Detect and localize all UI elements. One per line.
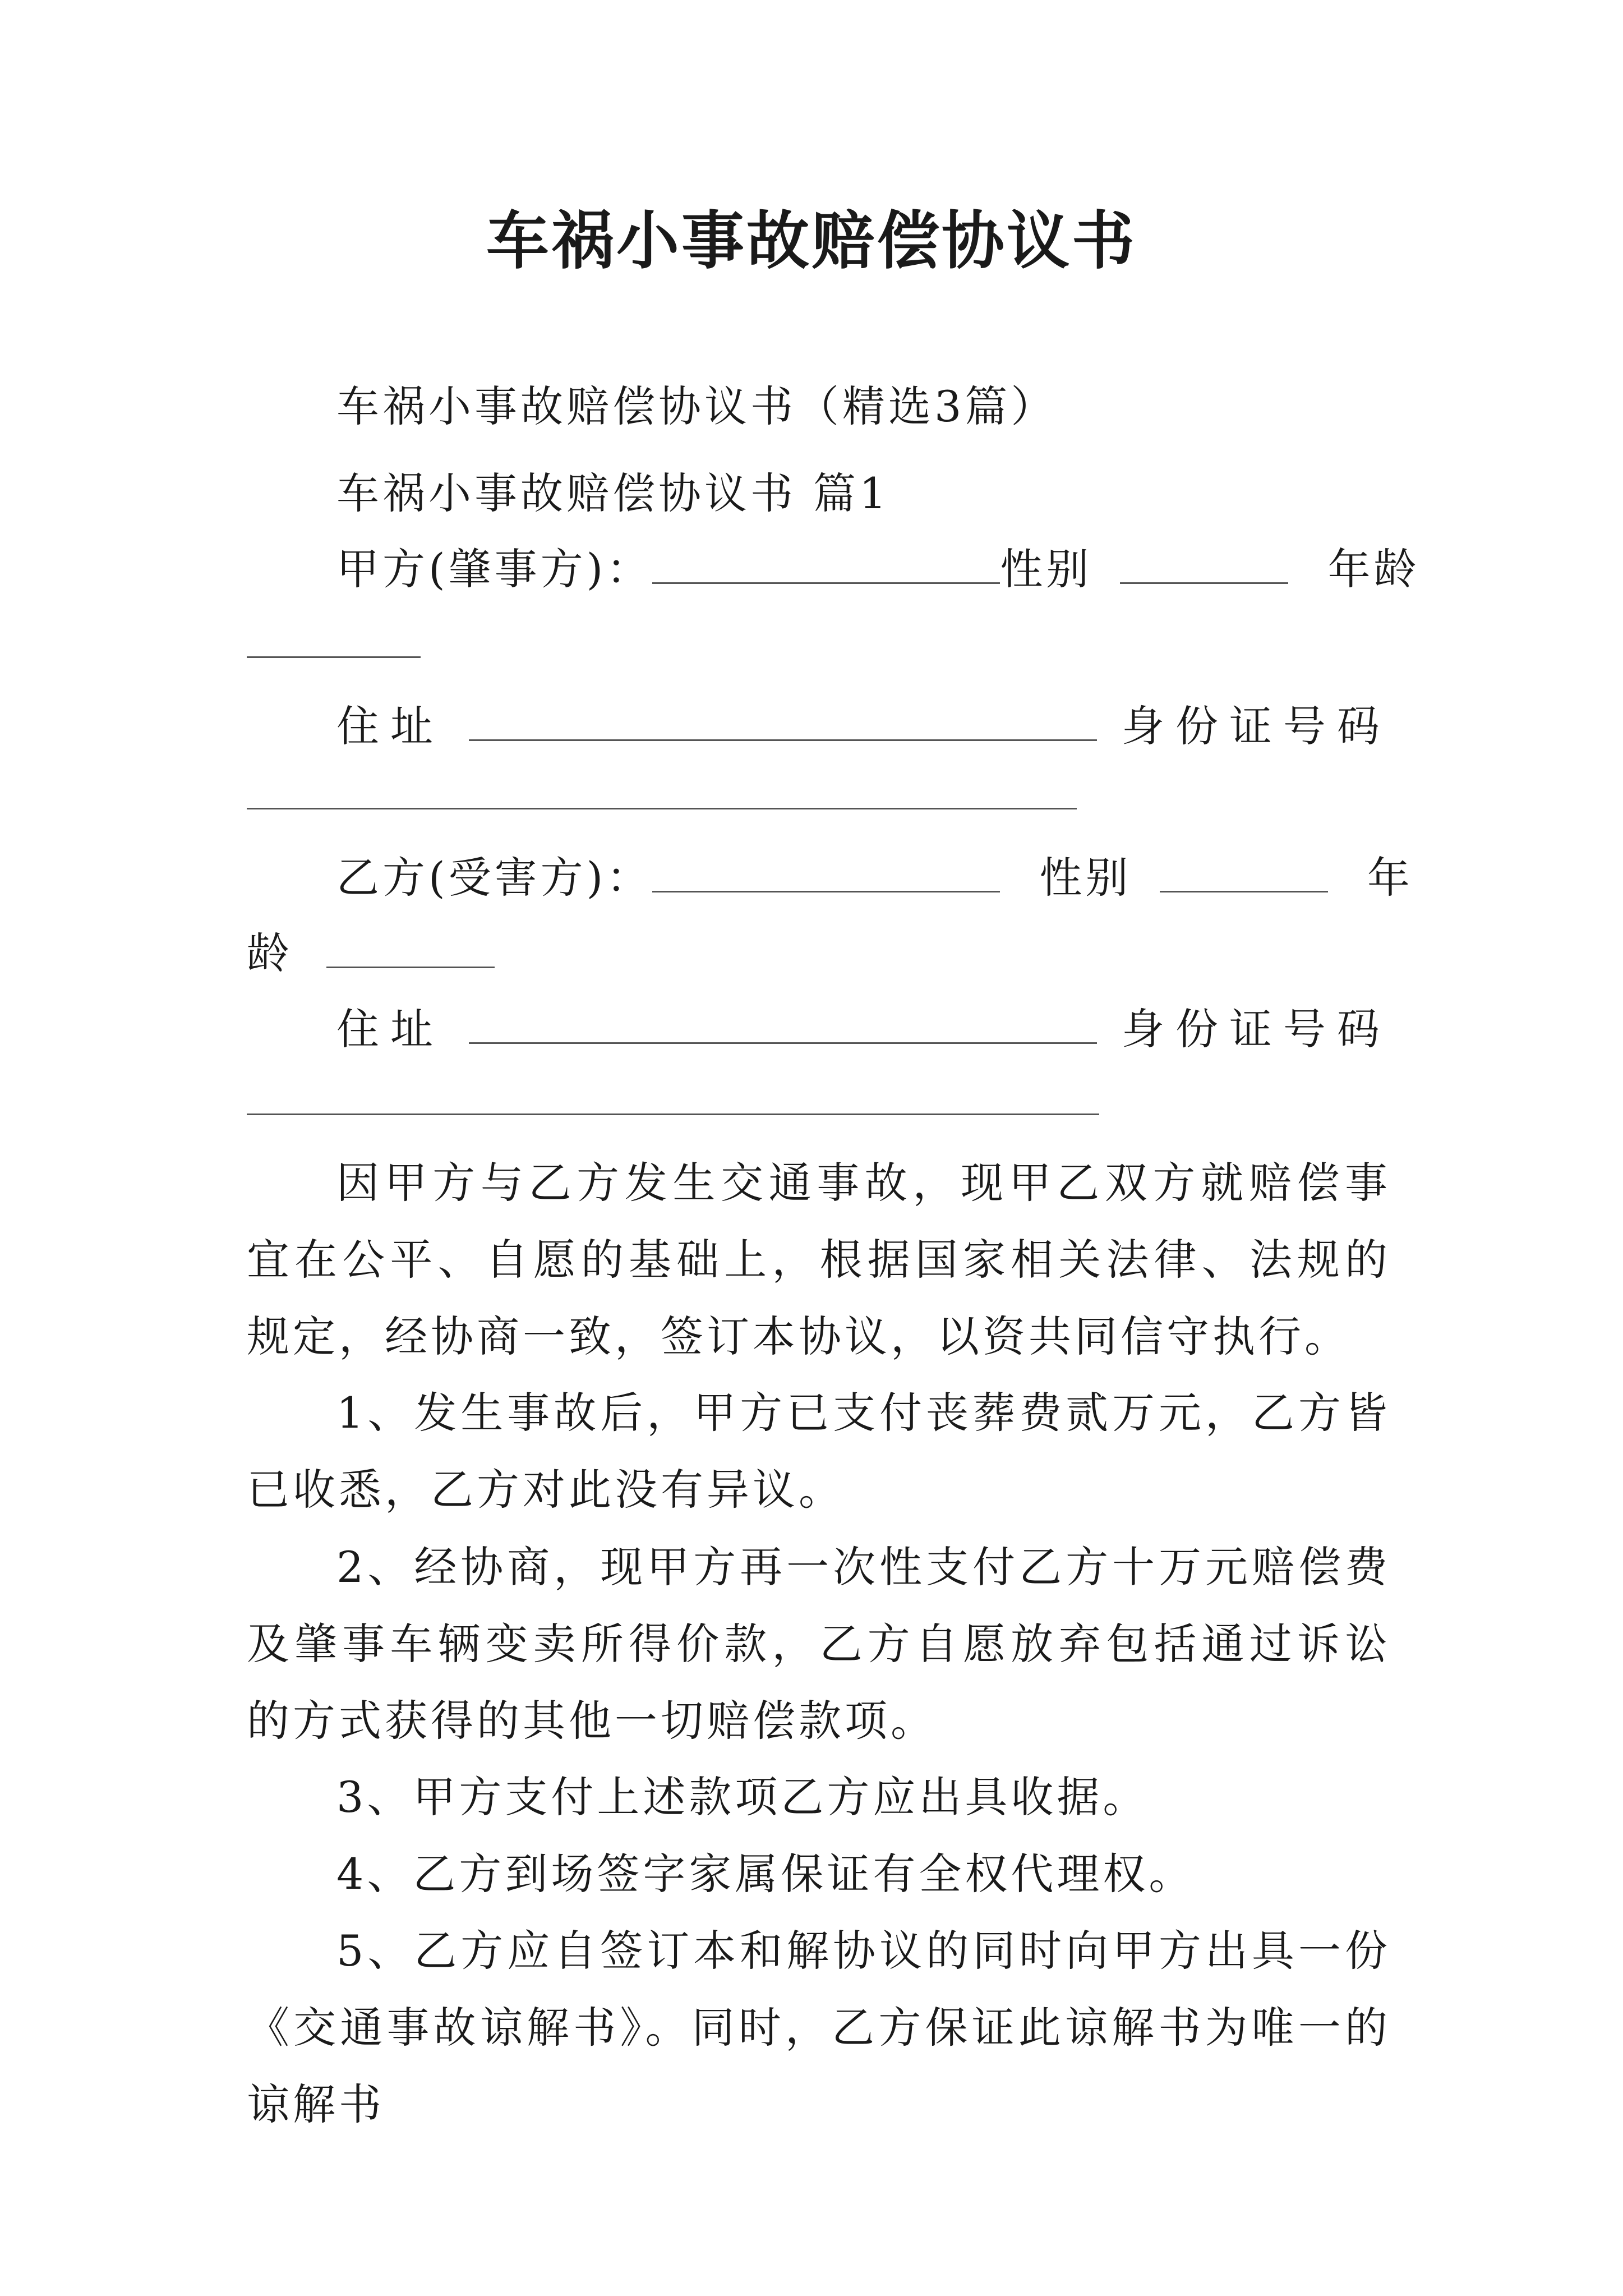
party-a-age-blank[interactable] — [247, 656, 421, 658]
party-b-age-row — [247, 920, 1391, 987]
paragraph-clause-3: 3、甲方支付上述款项乙方应出具收据。 — [336, 1772, 1149, 1822]
party-b-age-label-1: 年 — [1367, 853, 1413, 903]
paragraph-clause-4: 4、乙方到场签字家属保证有全权代理权。 — [336, 1849, 1195, 1899]
document-subtitle: 车祸小事故赔偿协议书（精选3篇） — [336, 381, 1057, 431]
party-b-gender-blank[interactable] — [1160, 857, 1328, 892]
document-title: 车祸小事故赔偿协议书 — [486, 204, 1137, 278]
party-a-address-row — [336, 693, 1391, 760]
party-a-gender-label: 性别 — [1000, 544, 1092, 594]
party-b-gender-label: 性别 — [1039, 853, 1132, 903]
party-a-id-label: 身份证号码 — [1122, 701, 1391, 751]
party-b-address-row — [336, 996, 1391, 1063]
party-b-row — [336, 844, 1413, 912]
party-b-label: 乙方(受害方)： — [336, 853, 653, 903]
party-b-age-blank[interactable] — [326, 933, 495, 968]
party-a-age-label: 年龄 — [1327, 544, 1420, 594]
party-b-address-label: 住址 — [336, 1004, 444, 1054]
party-a-gender-blank[interactable] — [1120, 549, 1288, 584]
party-b-name-blank[interactable] — [652, 857, 1000, 892]
party-a-label: 甲方(肇事方)： — [336, 544, 653, 594]
party-b-address-blank[interactable] — [469, 1009, 1097, 1044]
paragraph-clause-1: 1、发生事故后，甲方已支付丧葬费贰万元，乙方皆已收悉，乙方对此没有异议。 — [247, 1388, 1391, 1515]
party-a-row — [336, 536, 1420, 603]
party-b-id-blank[interactable] — [247, 1114, 1099, 1115]
section-heading: 车祸小事故赔偿协议书 篇1 — [336, 468, 890, 518]
party-b-id-label: 身份证号码 — [1122, 1004, 1391, 1054]
party-a-id-blank[interactable] — [247, 808, 1077, 809]
party-b-age-label-2: 龄 — [247, 928, 293, 978]
party-a-address-blank[interactable] — [469, 706, 1097, 741]
party-a-name-blank[interactable] — [652, 549, 1000, 584]
paragraph-clause-5: 5、乙方应自签订本和解协议的同时向甲方出具一份《交通事故谅解书》。同时，乙方保证此谅解书为唯一的谅解书 — [247, 1926, 1391, 2129]
party-a-address-label: 住址 — [336, 701, 444, 751]
paragraph-clause-2: 2、经协商，现甲方再一次性支付乙方十万元赔偿费及肇事车辆变卖所得价款，乙方自愿放弃包括通过诉讼的方式获得的其他一切赔偿款项。 — [247, 1542, 1391, 1746]
paragraph-intro: 因甲方与乙方发生交通事故，现甲乙双方就赔偿事宜在公平、自愿的基础上，根据国家相关法律、法规的规定，经协商一致，签订本协议，以资共同信守执行。 — [247, 1158, 1391, 1361]
